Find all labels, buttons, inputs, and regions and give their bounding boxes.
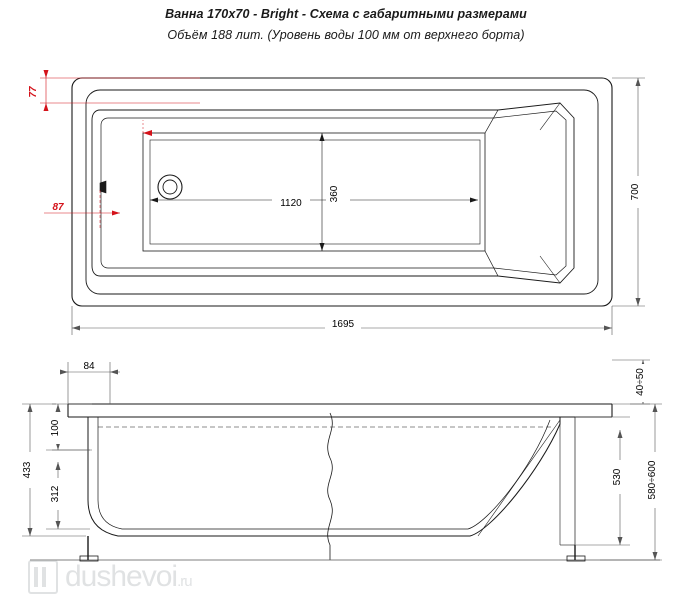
arrow-bottom-580600 (653, 552, 658, 560)
drain-outer-circle (158, 175, 182, 199)
arrow-top-360 (320, 133, 325, 141)
backrest-line-3 (540, 103, 560, 130)
arrow-bottom-360 (320, 243, 325, 251)
arrow-down-77 (44, 103, 49, 111)
dim-label-1695: 1695 (331, 319, 355, 330)
top-view (28, 70, 645, 335)
watermark-name: dushevoi (65, 560, 178, 593)
dim-label-312: 312 (50, 485, 61, 503)
dim-label-87: 87 (52, 202, 64, 213)
dim-label-100: 100 (50, 419, 61, 437)
arrow-right-1120 (470, 198, 478, 203)
arrow-right-84 (110, 370, 118, 375)
arrow-top-312 (56, 462, 61, 470)
arrow-bottom-312 (56, 521, 61, 529)
backrest-line-4 (540, 256, 560, 283)
overflow-marker (100, 181, 106, 193)
arrow-top-530 (618, 430, 623, 438)
dim-label-4050: 40÷50 (635, 368, 646, 396)
tub-bottom-area-inner (150, 140, 480, 244)
title-line-1: Ванна 170х70 - Bright - Схема с габаритными размерами (165, 7, 527, 21)
dim-label-77: 77 (28, 86, 39, 98)
arrow-top-100 (56, 404, 61, 412)
bowl-profile-outer (88, 417, 560, 536)
title-line-2: Объём 188 лит. (Уровень воды 100 мм от верхнего борта) (167, 28, 525, 42)
backrest-profile-line (478, 420, 560, 536)
dim-label-580600: 580÷600 (647, 460, 658, 500)
bowl-profile-inner (98, 417, 550, 529)
side-view (22, 360, 662, 561)
arrow-87 (112, 211, 120, 216)
backrest-line-2 (485, 251, 498, 276)
arrow-left-1120 (150, 198, 158, 203)
arrow-top-700 (636, 78, 641, 86)
backrest-line-1 (485, 110, 498, 133)
arrow-left-84 (60, 370, 68, 375)
guide-arrow-bottom-left (143, 130, 152, 136)
dim-label-360: 360 (329, 185, 340, 203)
arrow-right-1695 (604, 326, 612, 331)
watermark-suffix: .ru (177, 573, 192, 590)
break-line (328, 413, 333, 560)
arrow-bottom-530 (618, 537, 623, 545)
drain-inner-circle (163, 180, 177, 194)
arrow-left-1695 (72, 326, 80, 331)
arrow-top-580600 (653, 404, 658, 412)
tub-bottom-area (143, 133, 485, 251)
dim-label-1120: 1120 (280, 198, 302, 209)
dim-label-530: 530 (612, 468, 623, 486)
dim-label-700: 700 (630, 183, 641, 201)
arrow-bottom-433 (28, 528, 33, 536)
arrow-top-433 (28, 404, 33, 412)
arrow-bottom-700 (636, 298, 641, 306)
dim-label-433: 433 (22, 461, 33, 479)
dim-label-84: 84 (83, 361, 95, 372)
arrow-up-77 (44, 70, 49, 78)
